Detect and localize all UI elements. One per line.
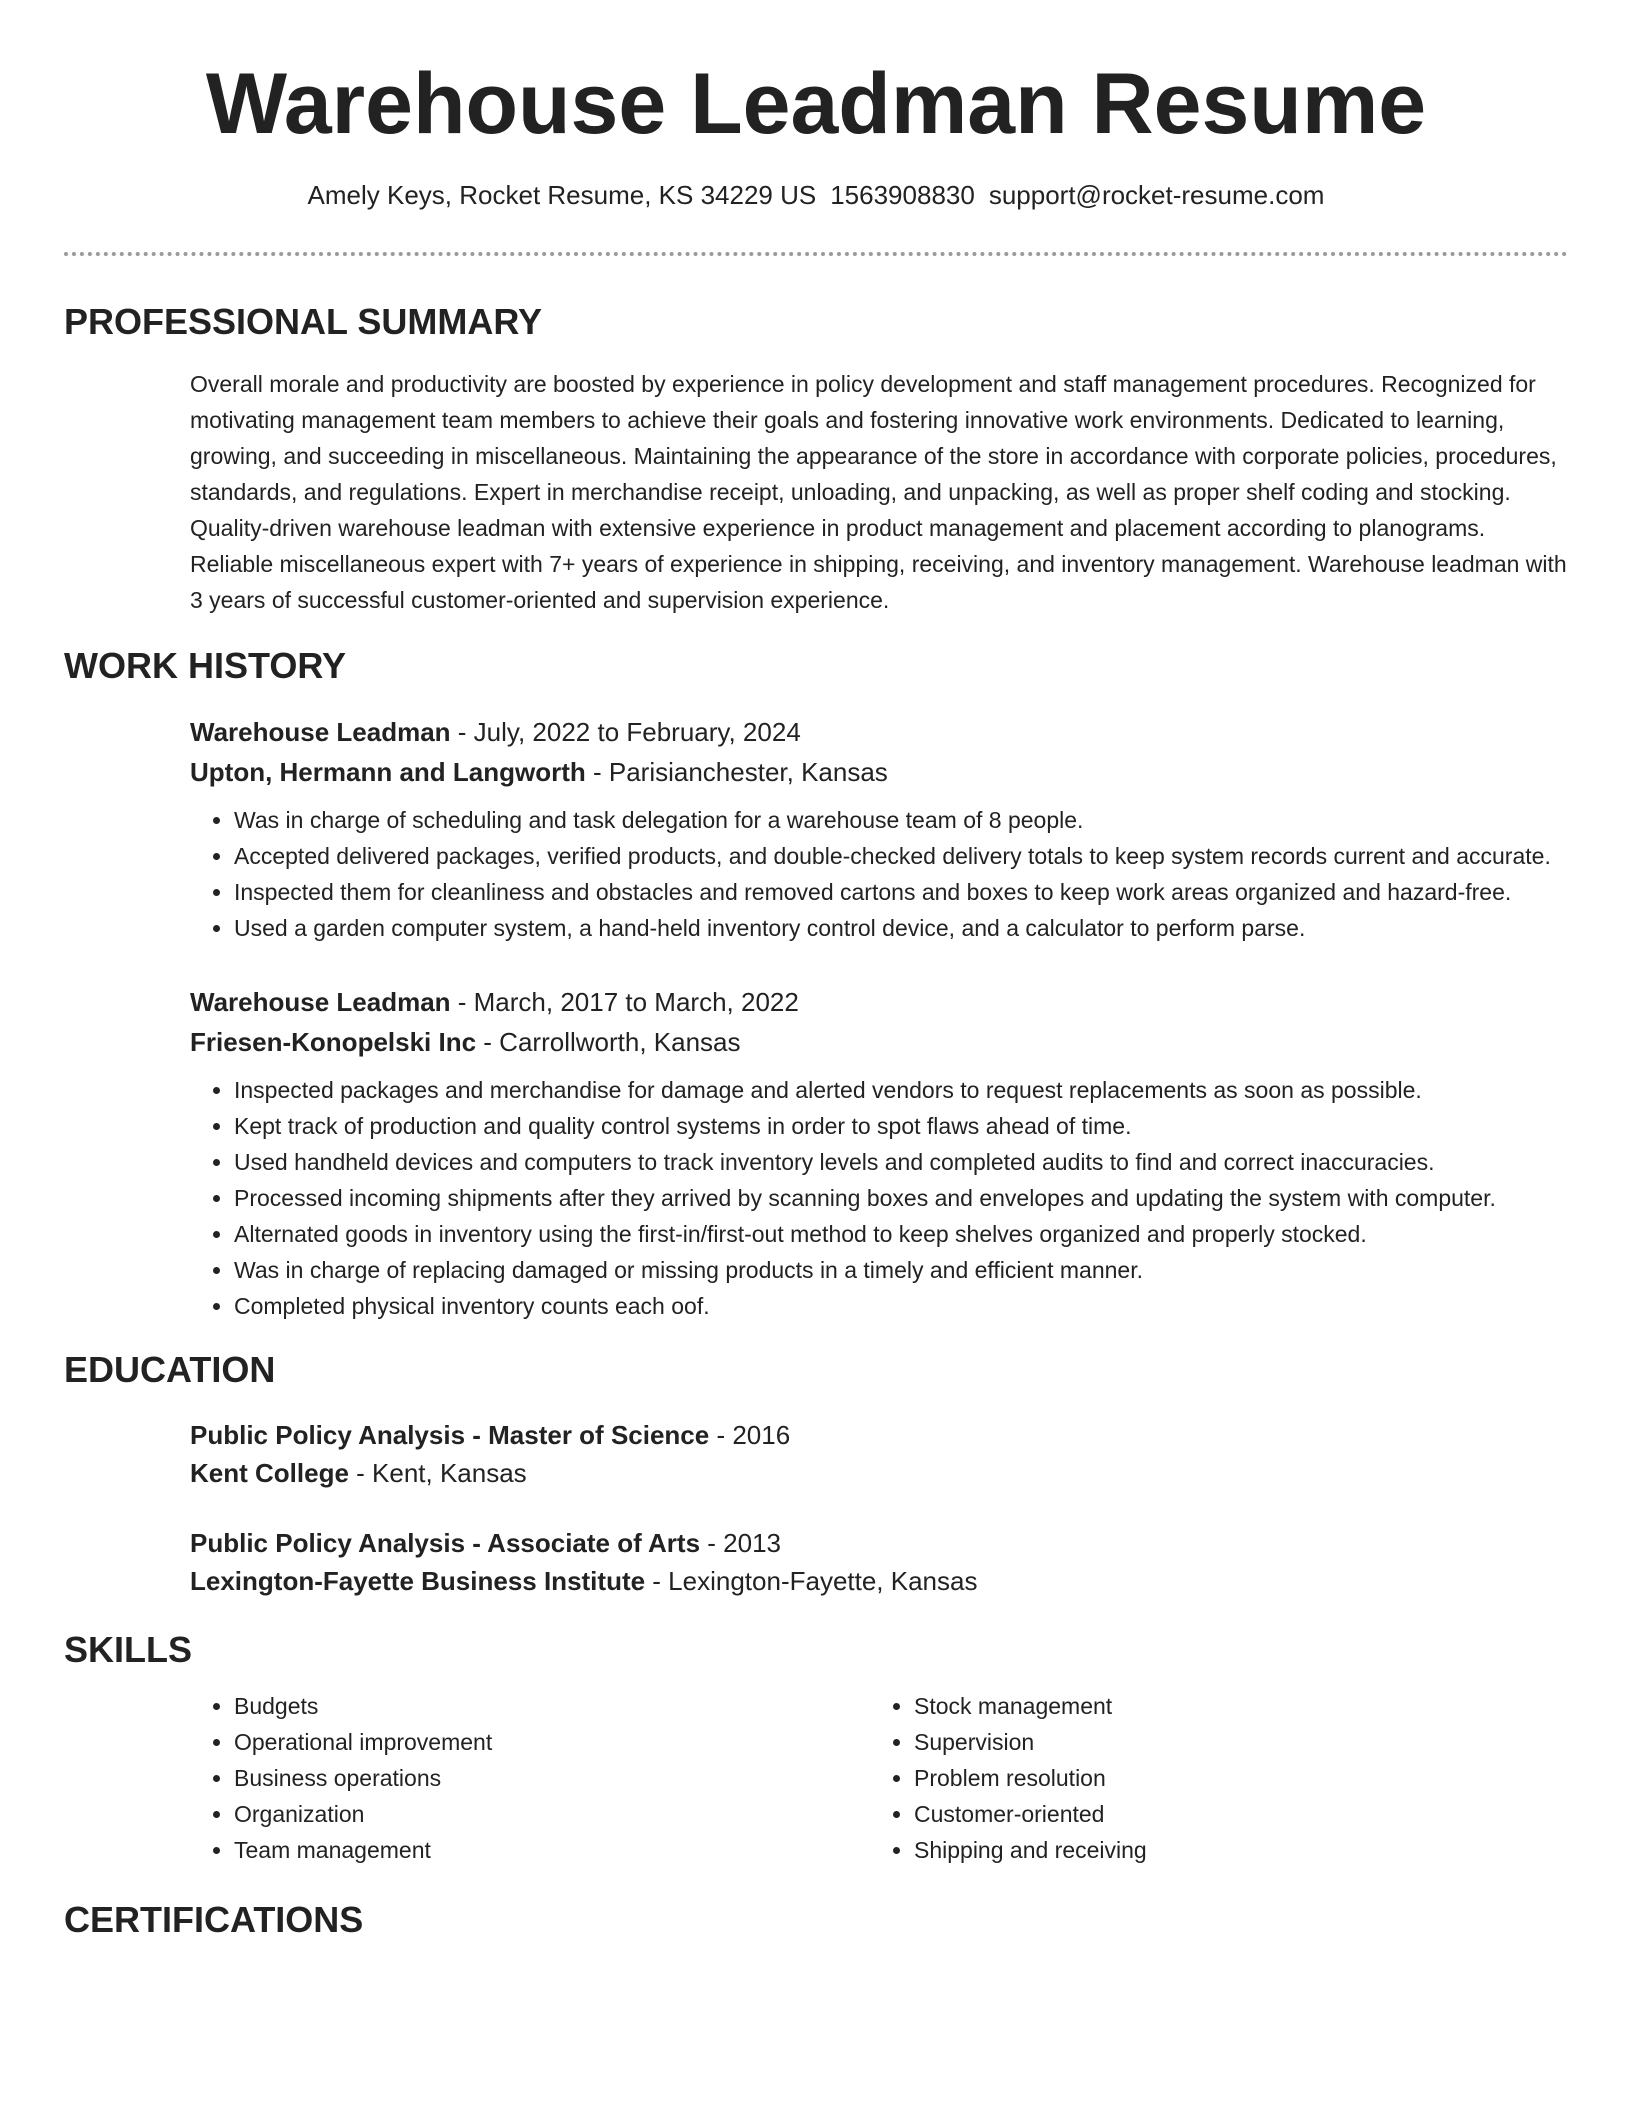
education-entry: [190, 1416, 1568, 1492]
job-bullet: • Completed physical inventory counts each oof.: [234, 1288, 1568, 1324]
job-bullet: • Accepted delivered packages, verified products, and double-checked delivery totals to keep system records current and accurate.: [234, 838, 1568, 874]
resume-title: Warehouse Leadman Resume: [205, 56, 1427, 152]
skill-item: • Supervision: [914, 1724, 1554, 1760]
job-bullet: • Was in charge of replacing damaged or missing products in a timely and efficient manner.: [234, 1252, 1568, 1288]
resume-page: [64, 0, 1568, 1942]
skills-list-left: [190, 1688, 870, 1868]
job-title: Warehouse Leadman: [190, 717, 451, 747]
contact-address: Amely Keys, Rocket Resume, KS 34229 US: [307, 180, 817, 210]
education-school: Kent College: [190, 1458, 349, 1488]
job-company-line: [190, 752, 1568, 792]
job-entry: [190, 712, 1568, 946]
skill-item: • Operational improvement: [234, 1724, 870, 1760]
education-degree: Public Policy Analysis - Master of Science: [190, 1420, 710, 1450]
education-school-line: [190, 1562, 1568, 1600]
job-bullet: • Was in charge of scheduling and task delegation for a warehouse team of 8 people.: [234, 802, 1568, 838]
job-title-line: [190, 712, 1568, 752]
contact-phone: 1563908830: [830, 180, 975, 210]
job-dates: - July, 2022 to February, 2024: [450, 717, 801, 747]
job-bullet: • Inspected them for cleanliness and obstacles and removed cartons and boxes to keep work areas organized and hazard-free.: [234, 874, 1568, 910]
summary-heading: PROFESSIONAL SUMMARY: [64, 301, 543, 342]
job-location: - Parisianchester, Kansas: [585, 757, 888, 787]
skill-item: • Customer-oriented: [914, 1796, 1554, 1832]
skills-heading: SKILLS: [64, 1629, 193, 1670]
education-year: - 2013: [700, 1528, 781, 1558]
skill-item: • Organization: [234, 1796, 870, 1832]
job-bullet: • Inspected packages and merchandise for damage and alerted vendors to request replacements as soon as possible.: [234, 1072, 1568, 1108]
job-dates: - March, 2017 to March, 2022: [450, 987, 799, 1017]
job-bullet: • Processed incoming shipments after they arrived by scanning boxes and envelopes and updating the system with computer.: [234, 1180, 1568, 1216]
certifications-heading: CERTIFICATIONS: [64, 1899, 364, 1940]
education-location: - Kent, Kansas: [348, 1458, 527, 1488]
skill-item: • Business operations: [234, 1760, 870, 1796]
job-bullet: • Alternated goods in inventory using the first-in/first-out method to keep shelves organized and properly stocked.: [234, 1216, 1568, 1252]
header-divider: [64, 252, 1568, 256]
education-entry: [190, 1524, 1568, 1600]
job-location: - Carrollworth, Kansas: [476, 1027, 741, 1057]
job-title-line: [190, 982, 1568, 1022]
contact-email: support@rocket-resume.com: [988, 180, 1325, 210]
education-degree-line: [190, 1524, 1568, 1562]
contact-line: [64, 178, 1568, 212]
job-bullets: [190, 802, 1568, 946]
job-bullet: • Used a garden computer system, a hand-held inventory control device, and a calculator to perform parse.: [234, 910, 1568, 946]
work-history-heading: WORK HISTORY: [64, 645, 347, 686]
job-bullet: • Used handheld devices and computers to track inventory levels and completed audits to find and correct inaccuracies.: [234, 1144, 1568, 1180]
education-degree: Public Policy Analysis - Associate of Arts: [190, 1528, 701, 1558]
education-degree-line: [190, 1416, 1568, 1454]
education-heading: EDUCATION: [64, 1349, 276, 1390]
skills-list-right: [870, 1688, 1554, 1868]
job-entry: [190, 982, 1568, 1324]
job-company-line: [190, 1022, 1568, 1062]
skill-item: • Shipping and receiving: [914, 1832, 1554, 1868]
job-title: Warehouse Leadman: [190, 987, 451, 1017]
education-school-line: [190, 1454, 1568, 1492]
education-location: - Lexington-Fayette, Kansas: [645, 1566, 978, 1596]
job-company: Upton, Hermann and Langworth: [190, 757, 586, 787]
education-school: Lexington-Fayette Business Institute: [190, 1566, 646, 1596]
skill-item: • Budgets: [234, 1688, 870, 1724]
skill-item: • Problem resolution: [914, 1760, 1554, 1796]
job-bullets: [190, 1072, 1568, 1324]
job-company: Friesen-Konopelski Inc: [190, 1027, 477, 1057]
skills-grid: [190, 1688, 1568, 1868]
skill-item: • Stock management: [914, 1688, 1554, 1724]
summary-text: Overall morale and productivity are boosted by experience in policy development and staff management procedures. Recognized for motivating management team members to achieve their goals and fostering innovative work environments. Dedicated to learning, growing, and succeeding in miscellaneous. Maintaining the appearance of the store in accordance with corporate policies, procedures, standards, and regulations. Expert in merchandise receipt, unloading, and unpacking, as well as proper shelf coding and stocking. Quality-driven warehouse leadman with extensive experience in product management and placement according to planograms. Reliable miscellaneous expert with 7+ years of experience in shipping, receiving, and inventory management. Warehouse leadman with 3 years of successful customer-oriented and supervision experience.: [190, 371, 1567, 613]
job-bullet: • Kept track of production and quality control systems in order to spot flaws ahead of time.: [234, 1108, 1568, 1144]
education-year: - 2016: [709, 1420, 791, 1450]
skill-item: • Team management: [234, 1832, 870, 1868]
